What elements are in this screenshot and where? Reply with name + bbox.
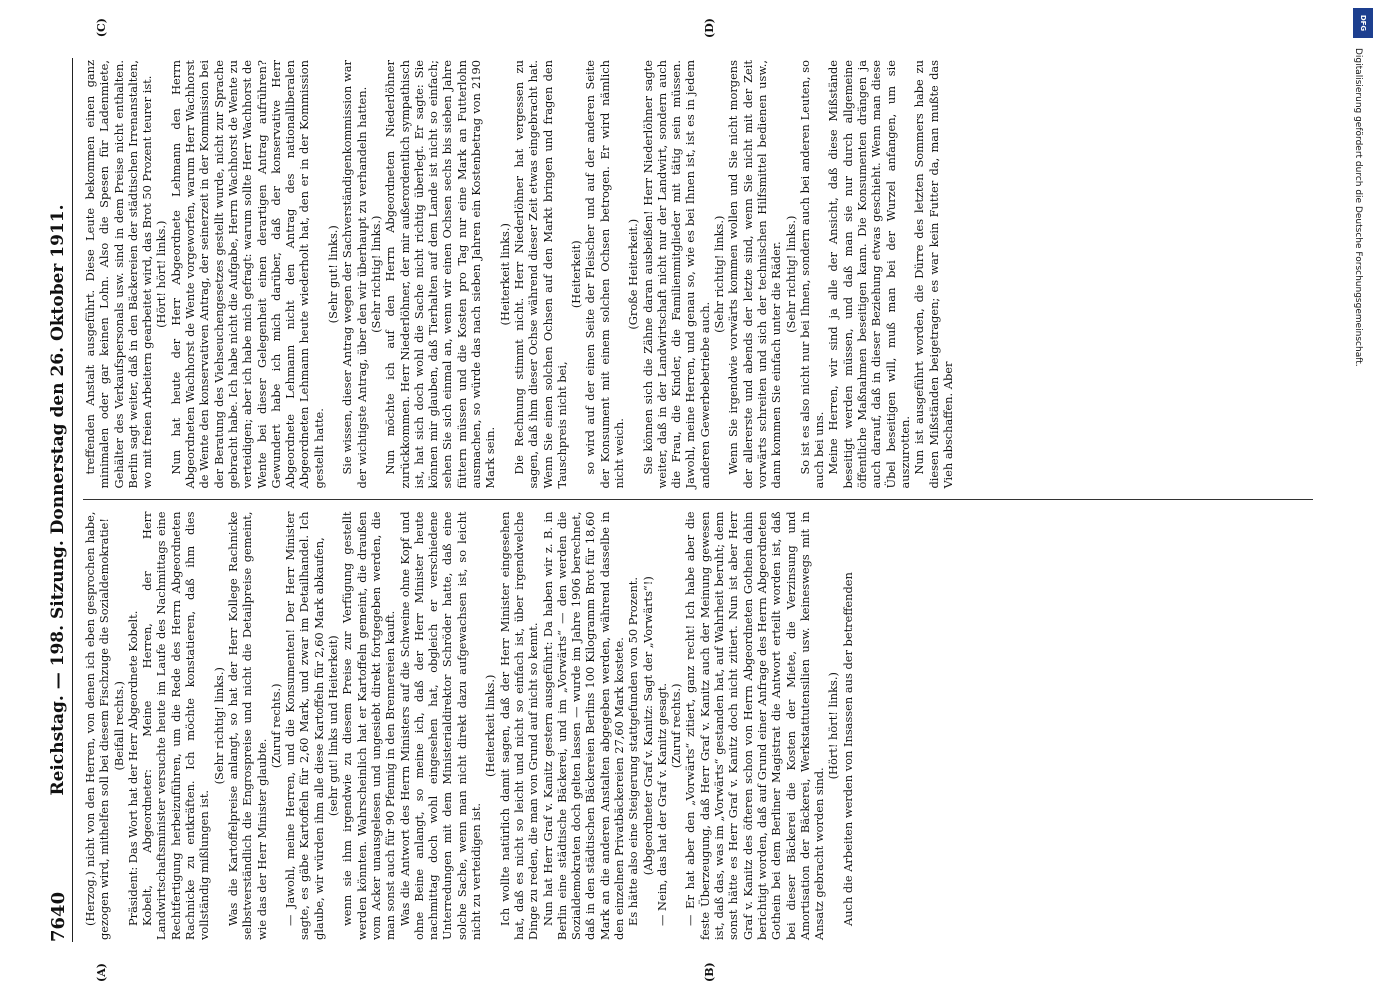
page-title: Reichstag. — 198. Sitzung. Donnerstag den 26. Oktober 1911. — [48, 204, 68, 796]
paragraph: Wenn Sie irgendwie vorwärts kommen wollen und Sie nicht morgens der allererste und abends der letzte sind, wenn Sie nicht mit der Zeit vorwärts schreiten und sich der technischen Hilfsmittel bedienen usw., dann kommen Sie einfach unter die Räder. — [726, 60, 784, 489]
paragraph: (Herzog.) nicht von den Herren, von denen ich eben gesprochen habe, gezogen wird, mithelfen soll bei diesem Fischzuge die Sozialdemokratie! — [83, 511, 112, 940]
paragraph: Was die Kartoffelpreise anlangt, so hat der Herr Kollege Rachnicke selbstverständlich die Engrospreise und nicht die Detailpreise gemeint, wie das der Herr Minister glaubte. — [225, 511, 269, 940]
page-number: 7640 — [48, 891, 69, 942]
paragraph: — Jawohl, meine Herren, und die Konsumenten! Der Herr Minister sagte, es gäbe Kartoffeln für 2,60 Mark, und zwar im Detailhandel. Ich glaube, wir würden ihm alle diese Kartoffeln für 2,60 Mark abkaufen, — [283, 511, 326, 940]
paragraph: treffenden Anstalt ausgeführt. Diese Leute bekommen einen ganz minimalen oder gar keinen Lohn. Also die Spesen für Ladenmiete, Gehälter des Verkaufspersonals usw. sind in dem Preise nicht enthalten. Berlin sagt weiter, daß in den Bäckereien der städtischen Irrenanstalten, wo mit freien Arbeitern gearbeitet wird, das Brot 50 Prozent teurer ist. — [83, 60, 155, 489]
page-header — [46, 58, 73, 942]
dfg-credit-text: Digitalisierung gefördert durch die Deutsche Forschungsgemeinschaft. — [1353, 48, 1363, 367]
interjection: (Zuruf rechts.) — [669, 683, 684, 769]
margin-marker-c: (C) — [95, 18, 108, 38]
paragraph: Nun hat Herr Graf v. Kanitz gestern ausgeführt: Da haben wir z. B. in Berlin eine städtische Bäckerei, und im „Vorwärts“ — den werden die Sozialdemokraten doch gelten lassen — wurde im Jahre 1906 berechnet, daß in den städtischen Bäckereien Berlins 100 Kilogramm Brot für 18,60 Mark an die anderen Anstalten abgegeben werden, während dasselbe in den einzelnen Privatbäckereien 27,60 Mark kostete. — [540, 511, 626, 940]
interjection: (Beifall rechts.) — [111, 681, 126, 771]
paragraph: Kobelt, Abgeordneter: Meine Herren, der Herr Landwirtschaftsminister versuchte heute im Laufe des Nachmittags eine Rechtfertigung herbeizuführen, um die Rede des Herrn Abgeordneten Rachnicke zu entkräften. Ich möchte konstatieren, daß ihm dies vollständig mißlungen ist. — [140, 511, 212, 940]
paragraph: Nun ist ausgeführt worden, die Dürre des letzten Sommers habe zu diesen Mißständen beigetragen; es war kein Futter da, man mußte das Vieh abschaffen. Aber — [912, 60, 955, 489]
paragraph: Auch die Arbeiten werden von Insassen aus der betreffenden — [840, 572, 855, 926]
paragraph: Nun hat heute der Herr Abgeordnete Lehmann den Herrn Abgeordneten Wachhorst de Wente vorgeworfen, warum Herr Wachhorst de Wente den konservativen Antrag, der seinerzeit in der Kommission bei der Beratung des Viehseuchengesetzes gestellt wurde, nicht zur Sprache gebracht habe. Ich habe nicht die Aufgabe, Herrn Wachhorst de Wente zu verteidigen; aber ich habe mich gefragt: warum sollte Herr Wachhorst de Wente bei dieser Gelegenheit einen derartigen Antrag aufrühren? Gewundert habe ich mich darüber, daß der konservative Herr Abgeordnete Lehmann nicht den Antrag des nationalliberalen Abgeordneten Lehmann heute wiederholt hat, den er in der Kommission gestellt hatte. — [168, 60, 326, 489]
interjection: (Hört! hört! links.) — [826, 672, 841, 780]
text-column-right — [83, 58, 1313, 491]
paragraph: Meine Herren, wir sind ja alle der Ansicht, daß diese Mißstände beseitigt werden müssen, und daß man sie nur durch allgemeine öffentliche Maßnahmen beseitigen kann. Die Konsumenten drängen ja auch darauf, daß in dieser Beziehung etwas geschieht. Wenn man diese Übel beseitigen will, muß man bei der Wurzel anfangen, um sie auszurotten. — [826, 60, 912, 489]
interjection: (sehr gut! links und Heiterkeit) — [326, 635, 341, 817]
dfg-logo: DFG — [1353, 8, 1373, 38]
interjection: (Heiterkeit links.) — [483, 674, 498, 777]
paragraph: wenn sie ihm irgendwie zu diesem Preise zur Verfügung gestellt werden könnten. Wahrscheinlich hat er Kartoffeln gemeint, die draußen vom Acker unausgelesen und ungesiebt direkt fortgegeben werden, die man sonst auch für 90 Pfennig in den Brennereien kauft. — [340, 511, 398, 940]
dfg-watermark — [1351, 8, 1375, 992]
paragraph: so wird auf der einen Seite der Fleischer und auf der anderen Seite der Konsument mit einem solchen Ochsen betrogen. Er wird nämlich nicht weich. — [583, 60, 626, 489]
paragraph: Ich wollte natürlich damit sagen, daß der Herr Minister eingesehen hat, daß es nicht so leicht und nicht so einfach ist, über irgendwelche Dinge zu reden, die man von Grund auf nicht so kennt. — [497, 511, 541, 940]
text-columns — [83, 18, 1313, 982]
interjection: (Sehr richtig! links.) — [368, 215, 383, 333]
interjection: (Sehr richtig! links.) — [783, 215, 798, 333]
interjection: (Abgeordneter Graf v. Kanitz: Sagt der „Vorwärts“!) — [640, 576, 655, 876]
interjection: (Zuruf rechts.) — [268, 683, 283, 769]
paragraph: — Nein, das hat der Graf v. Kanitz gesagt. — [654, 682, 669, 926]
text-column-left — [83, 510, 1313, 943]
paragraph: Was die Antwort des Herrn Ministers auf die Schweine ohne Kopf und ohne Beine anlangt, so meine ich, daß der Herr Minister heute nachmittag doch wohl eingesehen hat, obgleich er verschiedene Unterredungen mit dem Ministerialdirektor Schröder hatte, daß eine solche Sache, wenn man nicht direkt dazu aufgewachsen ist, so leicht nicht zu verteidigen ist. — [397, 511, 484, 940]
paragraph: Es hätte also eine Steigerung stattgefunden von 50 Prozent. — [626, 577, 641, 926]
paragraph: Sie können sich die Zähne daran ausbeißen! Herr Niederlöhner sagte weiter, daß in der Landwirtschaft nicht nur der Landwirt, sondern auch die Frau, die Kinder, die Familienmitglieder mit tätig sein müssen. Jawohl, meine Herren, und genau so, wie es bei Ihnen ist, ist es in jedem anderen Gewerbebetriebe auch. — [640, 60, 712, 489]
interjection: (Sehr richtig! links.) — [211, 667, 226, 785]
interjection: (Große Heiterkeit.) — [626, 218, 641, 330]
interjection: (Heiterkeit) — [569, 240, 584, 309]
interjection: (Sehr gut! links.) — [326, 225, 341, 324]
paragraph: Sie wissen, dieser Antrag wegen der Sachverständigenkommission war der wichtigste Antrag, über den wir überhaupt zu verhandeln hatten. — [340, 60, 369, 489]
interjection: (Hört! hört! links.) — [154, 220, 169, 328]
paragraph: — Er hat aber den „Vorwärts“ zitiert, ganz recht! Ich habe aber die feste Überzeugung, daß Herr Graf v. Kanitz auch der Meinung gewesen ist, daß das, was im „Vorwärts“ gestanden hat, auf Wahrheit beruht; denn sonst hätte es Herr Graf v. Kanitz doch nicht zitiert. Nun ist aber Herr Graf v. Kanitz des öfteren schon von Herrn Abgeordneten Gothein dahin berichtigt worden, daß auf Grund einer Anfrage des Herrn Abgeordneten Gothein bei dem Berliner Magistrat die Antwort erteilt worden ist, daß bei dieser Bäckerei die Kosten der Miete, die Verzinsung und Amortisation der Bäckerei, Werkstattutensilien usw. keineswegs mit in Ansatz gebracht worden sind. — [683, 511, 827, 940]
paragraph: So ist es also nicht nur bei Ihnen, sondern auch bei anderen Leuten, so auch bei uns. — [797, 60, 827, 489]
paragraph: Nun möchte ich auf den Herrn Abgeordneten Niederlöhner zurückkommen. Herr Niederlöhner, der mir außerordentlich sympathisch ist, hat sich doch wohl die Sache nicht richtig überlegt. Er sagte: Sie können mir glauben, daß Tierhalten auf dem Lande ist nicht so einfach; sehen Sie sich einmal an, wenn wir einen Ochsen sechs bis sieben Jahre füttern müssen und die Kosten pro Tag nur eine Mark an Futterlohn ausmachen, so würde das nach sieben Jahren ein Kostenbetrag von 2190 Mark sein. — [383, 60, 498, 489]
interjection: (Sehr richtig! links.) — [712, 215, 727, 333]
paragraph: Präsident: Das Wort hat der Herr Abgeordnete Kobelt. — [125, 610, 140, 926]
paragraph: Die Rechnung stimmt nicht. Herr Niederlöhner hat vergessen zu sagen, daß ihm dieser Ochse während dieser Zeit etwas eingebracht hat. Wenn Sie einen solchen Ochsen auf den Markt bringen und fragen den Tauschpreis nicht bei, — [511, 60, 569, 489]
margin-marker-b: (B) — [703, 962, 716, 982]
interjection: (Heiterkeit links.) — [497, 223, 512, 326]
margin-marker-a: (A) — [95, 963, 108, 982]
margin-marker-d: (D) — [703, 18, 716, 38]
column-divider — [83, 500, 1313, 501]
